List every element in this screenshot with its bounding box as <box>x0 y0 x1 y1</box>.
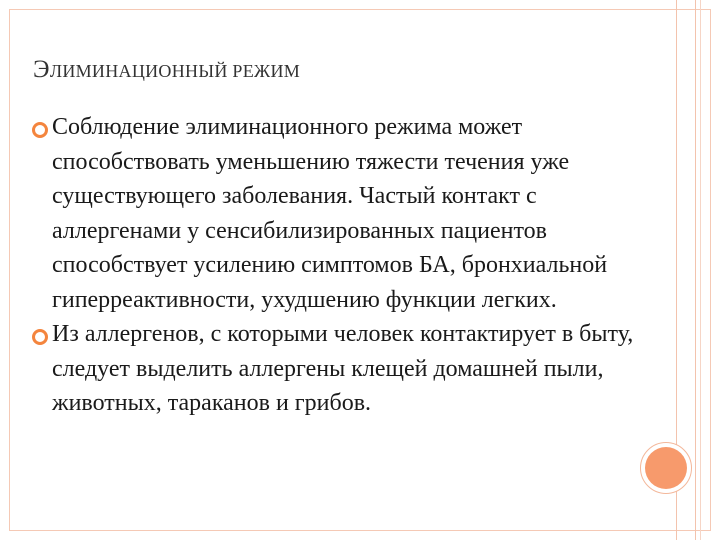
bullet-item <box>30 317 640 421</box>
slide-title <box>33 56 300 84</box>
bullet-ring-icon <box>32 329 48 345</box>
bullet-text: Из аллергенов, с которыми человек контактирует в быту, следует выделить аллергены клещей домашней пыли, животных, тараканов и грибов. <box>52 321 634 416</box>
decorative-circle <box>645 447 687 489</box>
bullet-item <box>30 110 640 317</box>
decorative-side-line <box>700 0 701 540</box>
title-rest: ЛИМИНАЦИОННЫЙ РЕЖИМ <box>49 61 301 81</box>
bullet-ring-icon <box>32 122 48 138</box>
slide-content <box>30 110 640 421</box>
title-first-letter: Э <box>33 56 50 83</box>
bullet-text: Соблюдение элиминационного режима может способствовать уменьшению тяжести течения уже существующего заболевания. Частый контакт с аллергенами у сенсибилизированных пациентов способствует усилению симптомов БА, бронхиальной гиперреактивности, ухудшению функции легких. <box>52 114 608 313</box>
